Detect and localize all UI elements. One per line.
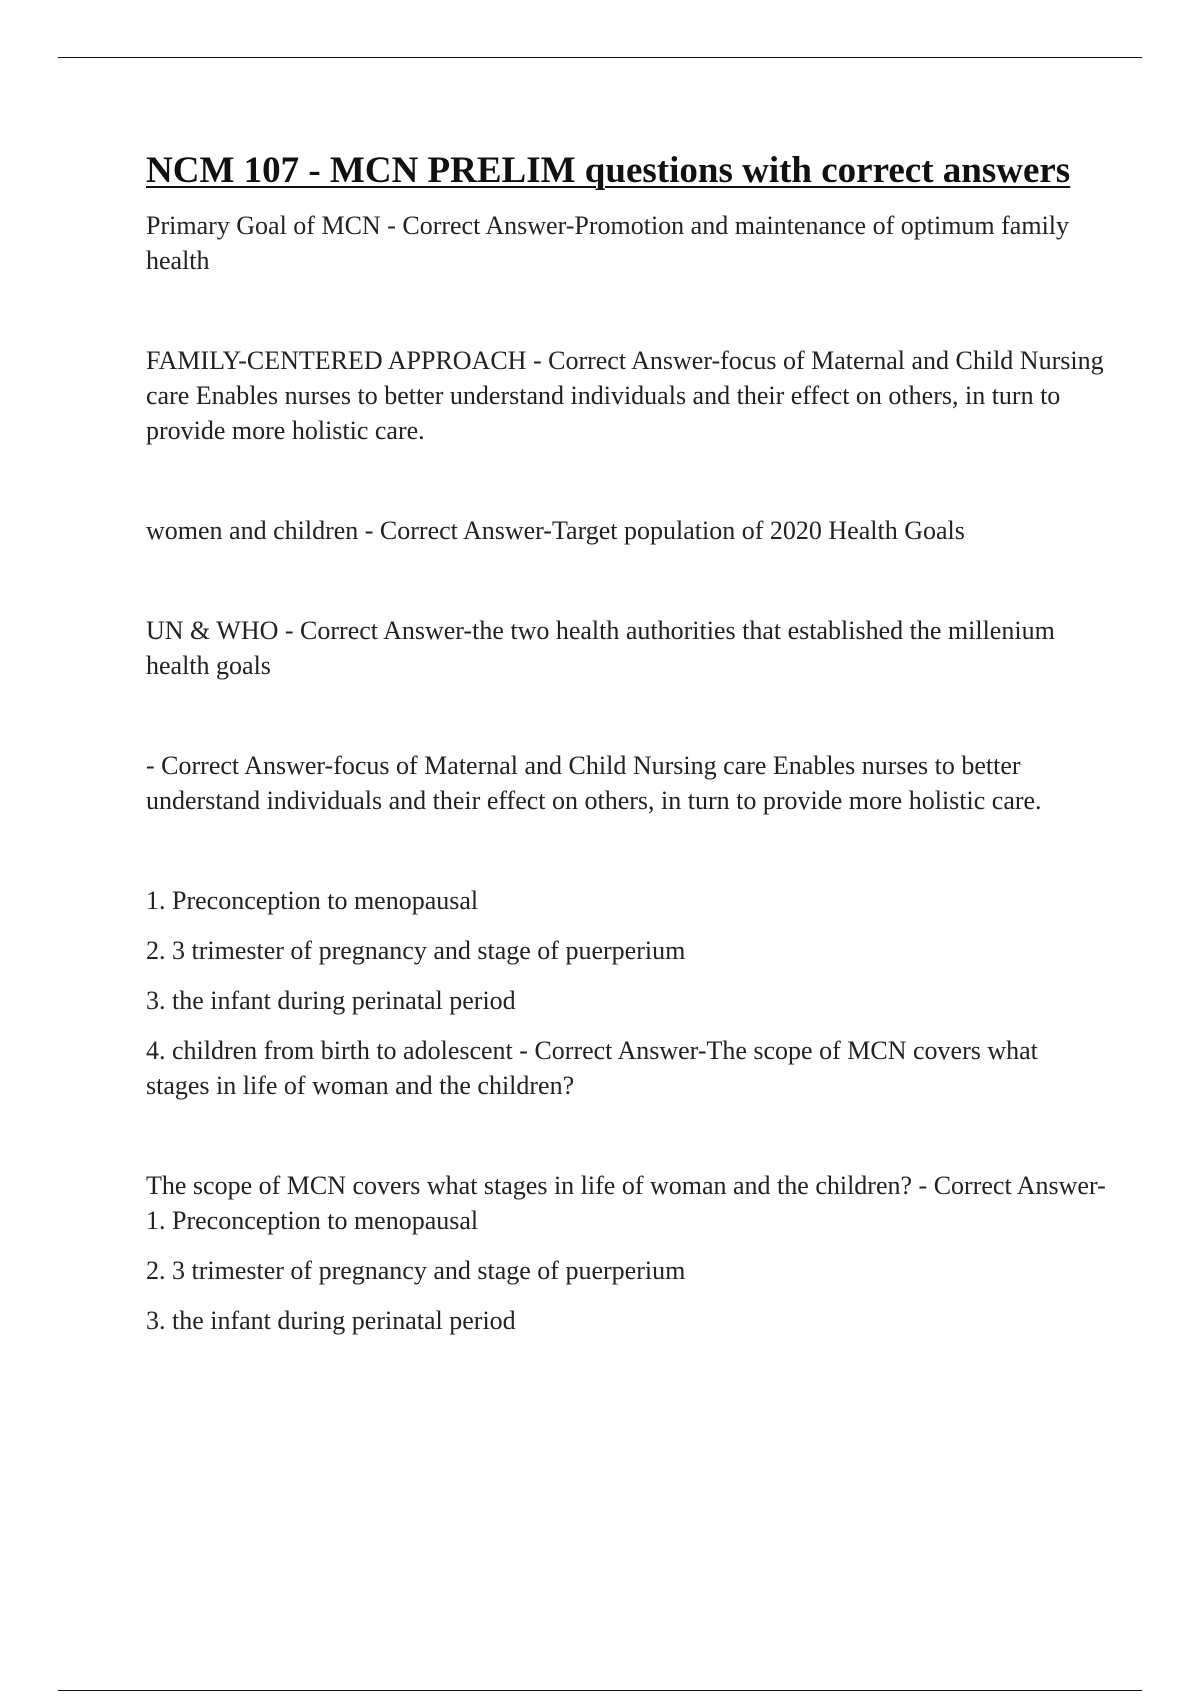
entry-scope-answer-item-2: 2. 3 trimester of pregnancy and stage of puerperium [146,1256,686,1285]
entry-health-authorities: UN & WHO - Correct Answer-the two health authorities that established the millenium health goals [146,616,1055,680]
entry-scope-item-2: 2. 3 trimester of pregnancy and stage of puerperium [146,936,686,965]
entry-scope-item-4: 4. children from birth to adolescent - Correct Answer-The scope of MCN covers what stages in life of woman and the children? [146,1036,1038,1100]
entry-scope-item-3: 3. the infant during perinatal period [146,986,516,1015]
bottom-rule [58,1690,1142,1691]
entry-scope-answer-item-3: 3. the infant during perinatal period [146,1306,516,1335]
entry-scope-item-1: 1. Preconception to menopausal [146,886,479,915]
entry-primary-goal: Primary Goal of MCN - Correct Answer-Promotion and maintenance of optimum family health [146,211,1070,275]
entry-family-centered-approach: FAMILY-CENTERED APPROACH - Correct Answer-focus of Maternal and Child Nursing care Enables nurses to better understand individuals and their effect on others, in turn to provide more holistic care. [146,346,1104,445]
top-rule [58,57,1142,58]
document-title: NCM 107 - MCN PRELIM questions with correct answers [146,150,1071,191]
entry-blank-question: - Correct Answer-focus of Maternal and Child Nursing care Enables nurses to better understand individuals and their effect on others, in turn to provide more holistic care. [146,751,1042,815]
entry-target-population: women and children - Correct Answer-Target population of 2020 Health Goals [146,516,965,545]
document-body [146,146,1106,1338]
entry-scope-question: The scope of MCN covers what stages in life of woman and the children? - Correct Answer-1. Preconception to menopausal [146,1171,1106,1235]
